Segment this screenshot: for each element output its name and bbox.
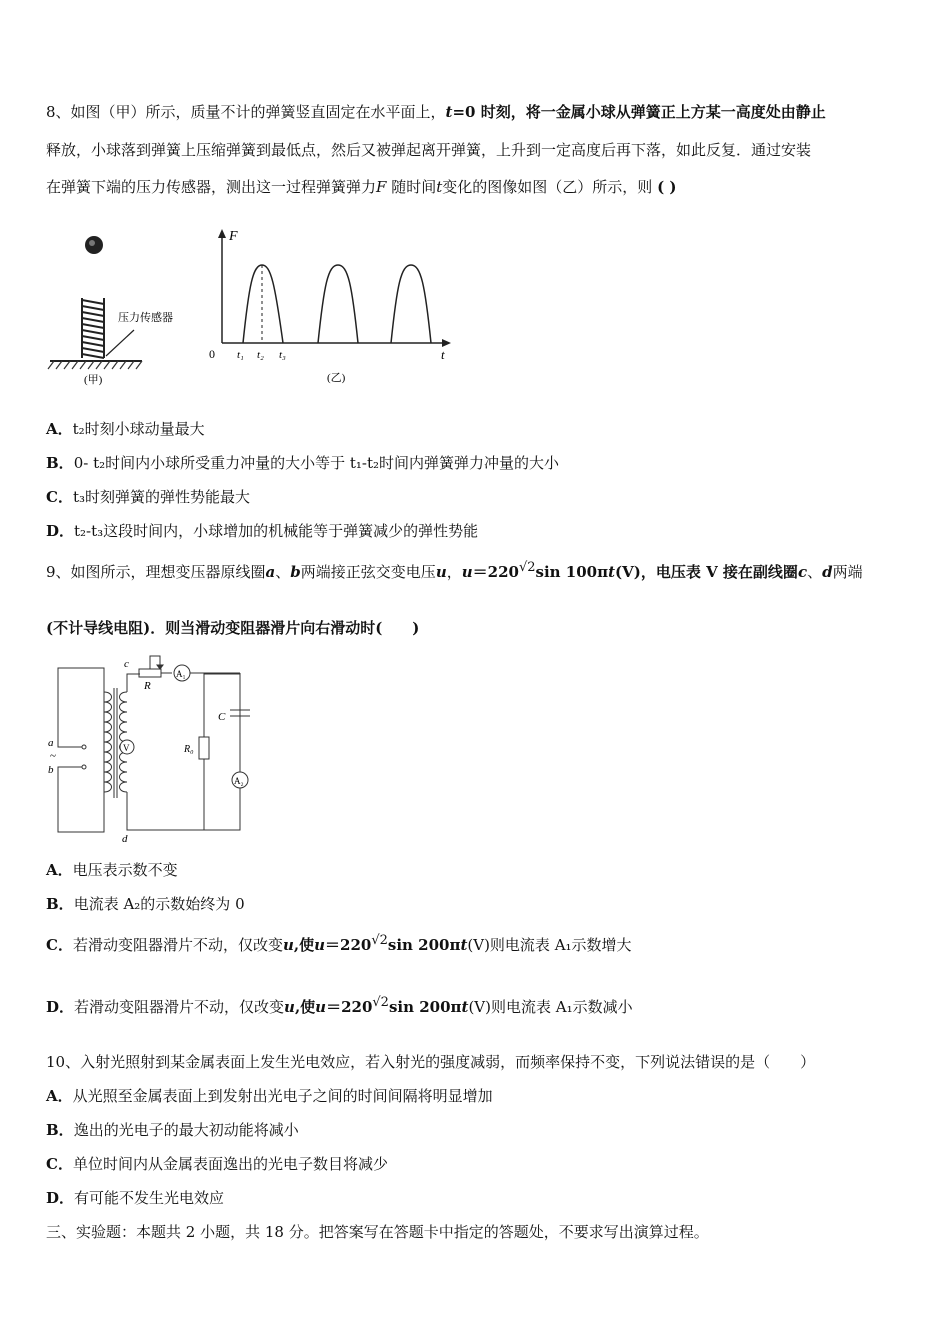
q10-option-d: D．有可能不发生光电效应 [46,1189,225,1207]
q8-option-c: C．t₃时刻弹簧的弹性势能最大 [46,488,250,506]
caption-yi: (乙) [327,372,346,384]
q8-option-a: A．t₂时刻小球动量最大 [46,420,205,438]
axis-label-F: F [229,229,238,244]
q9-stem-line2: (不计导线电阻)．则当滑动变阻器滑片向右滑动时( ) [46,619,420,637]
q8-stem-line3: 在弹簧下端的压力传感器，测出这一过程弹簧弹力F 随时间t变化的图像如图（乙）所示，则 ( ) [46,178,677,196]
node-d: d [122,833,128,844]
q8-stem-line1: 8、如图（甲）所示，质量不计的弹簧竖直固定在水平面上，t=0 时刻，将一金属小球从弹簧正上方某一高度处由静止 [46,103,826,121]
ammeter-A2: A₂ [234,776,244,786]
section-3-heading: 三、实验题：本题共 2 小题，共 18 分。把答案写在答题卡中指定的答题处，不要求写出演算过程。 [46,1223,709,1241]
q10-option-b: B．逸出的光电子的最大初动能将减小 [46,1121,299,1139]
tick-t1: t₁ [237,349,244,361]
force-pulse-1 [243,265,283,343]
circuit-figure [44,652,254,844]
force-pulse-3 [391,265,431,343]
figure-jia [46,228,206,393]
q10-option-c: C．单位时间内从金属表面逸出的光电子数目将减少 [46,1155,388,1173]
origin-label: 0 [209,347,215,361]
voltmeter-V: V [123,743,130,753]
ammeter-A1: A₁ [176,669,186,679]
tick-t3: t₃ [279,349,286,361]
tick-t2: t₂ [257,349,264,361]
ac-source-symbol: ~ [50,750,56,762]
resistor-R: R [144,680,151,692]
q9-stem-line1: 9、如图所示，理想变压器原线圈a、b两端接正弦交变电压u，u＝220√2sin 100πt(V)，电压表 V 接在副线圈c、d两端 [46,560,863,581]
q9-option-b: B．电流表 A₂的示数始终为 0 [46,895,245,913]
figure-yi [205,225,460,390]
q9-option-d: D．若滑动变阻器滑片不动，仅改变u,使u＝220√2sin 200πt(V)则电流表 A₁示数减小 [46,995,633,1016]
q10-stem: 10、入射光照射到某金属表面上发生光电效应，若入射光的强度减弱，而频率保持不变，下列说法错误的是（ ） [46,1053,816,1071]
node-c: c [124,658,129,670]
caption-jia: (甲) [84,374,103,386]
spring [82,298,104,358]
q8-option-d: D．t₂-t₃这段时间内，小球增加的机械能等于弹簧减少的弹性势能 [46,522,479,540]
resistor-R0: R₀ [184,744,194,755]
terminal-a: a [48,737,54,749]
terminal-b: b [48,764,54,776]
capacitor-C: C [218,711,226,723]
q9-option-c: C．若滑动变阻器滑片不动，仅改变u,使u＝220√2sin 200πt(V)则电流表 A₁示数增大 [46,933,632,954]
q9-option-a: A．电压表示数不变 [46,861,178,879]
q8-stem-line2: 释放，小球落到弹簧上压缩弹簧到最低点，然后又被弹起离开弹簧，上升到一定高度后再下落，如此反复．通过安装 [46,141,812,159]
force-pulse-2 [318,265,358,343]
sensor-label: 压力传感器 [118,312,173,324]
axis-label-t: t [441,347,445,362]
q8-option-b: B．0- t₂时间内小球所受重力冲量的大小等于 t₁-t₂时间内弹簧弹力冲量的大小 [46,454,560,472]
q10-option-a: A．从光照至金属表面上到发射出光电子之间的时间间隔将明显增加 [46,1087,493,1105]
